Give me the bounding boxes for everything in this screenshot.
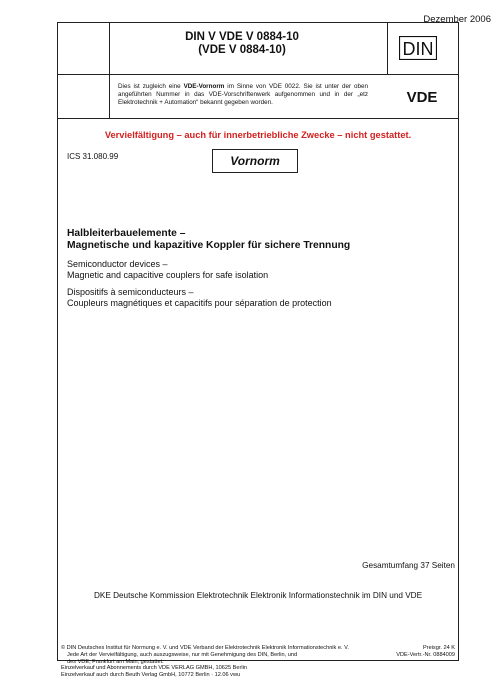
title-french: Dispositifs à semiconducteurs – Coupleurs magnétiques et capacitifs pour séparation de protection <box>67 287 332 308</box>
svg-text:VDE: VDE <box>406 89 438 103</box>
header-divider-horizontal <box>57 74 459 75</box>
reproduction-warning: Vervielfältigung – auch für innerbetriebliche Zwecke – nicht gestattet. <box>104 130 412 140</box>
price-info: Preisgr. 24 K VDE-Vertr.-Nr. 0884009 <box>396 645 455 658</box>
document-number-line2: (VDE V 0884-10) <box>198 44 286 56</box>
ics-code: ICS 31.080.99 <box>67 152 119 161</box>
din-logo-icon <box>399 36 437 60</box>
document-number-line1: DIN V VDE V 0884-10 <box>185 31 299 43</box>
header-divider-left <box>109 22 110 119</box>
title-german: Halbleiterbauelemente – Magnetische und kapazitive Koppler für sichere Trennung <box>67 228 351 251</box>
copyright-notice: © DIN Deutsches Institut für Normung e. V. und VDE Verband der Elektrotechnik Elektronik Informationstechnik e. V. Jede Art der Vervielfältigung, auch auszugsweise, nur mit Genehmigung des DIN, Berlin, und des VDE, Frankfurt am Main, gestattet. Einzelverkauf und Abonnements durch VDE VERLAG GMBH, 10625 Berlin Einzelverkauf auch durch Beuth Verlag GmbH, 10772 Berlin · 12.06 vwu <box>61 645 349 679</box>
total-pages: Gesamtumfang 37 Seiten <box>362 561 455 570</box>
dke-commission: DKE Deutsche Kommission Elektrotechnik Elektronik Informationstechnik im DIN und VDE <box>93 591 423 600</box>
vde-note: Dies ist zugleich eine VDE-Vornorm im Sinne von VDE 0022. Sie ist unter der oben angeführten Nummer in das VDE-Vorschriftenwerk aufgenommen und in der „etz Elektrotechnik + Automation“ bekannt gegeben worden. <box>118 83 368 106</box>
title-english: Semiconductor devices – Magnetic and capacitive couplers for safe isolation <box>67 259 269 280</box>
header-divider-right <box>387 22 388 74</box>
header-bottom-rule <box>57 118 459 119</box>
vde-logo-icon <box>394 89 450 103</box>
document-type-badge: Vornorm <box>212 149 298 173</box>
document-number <box>112 31 372 57</box>
publication-date: Dezember 2006 <box>423 14 491 25</box>
svg-text:DIN: DIN <box>402 39 434 59</box>
